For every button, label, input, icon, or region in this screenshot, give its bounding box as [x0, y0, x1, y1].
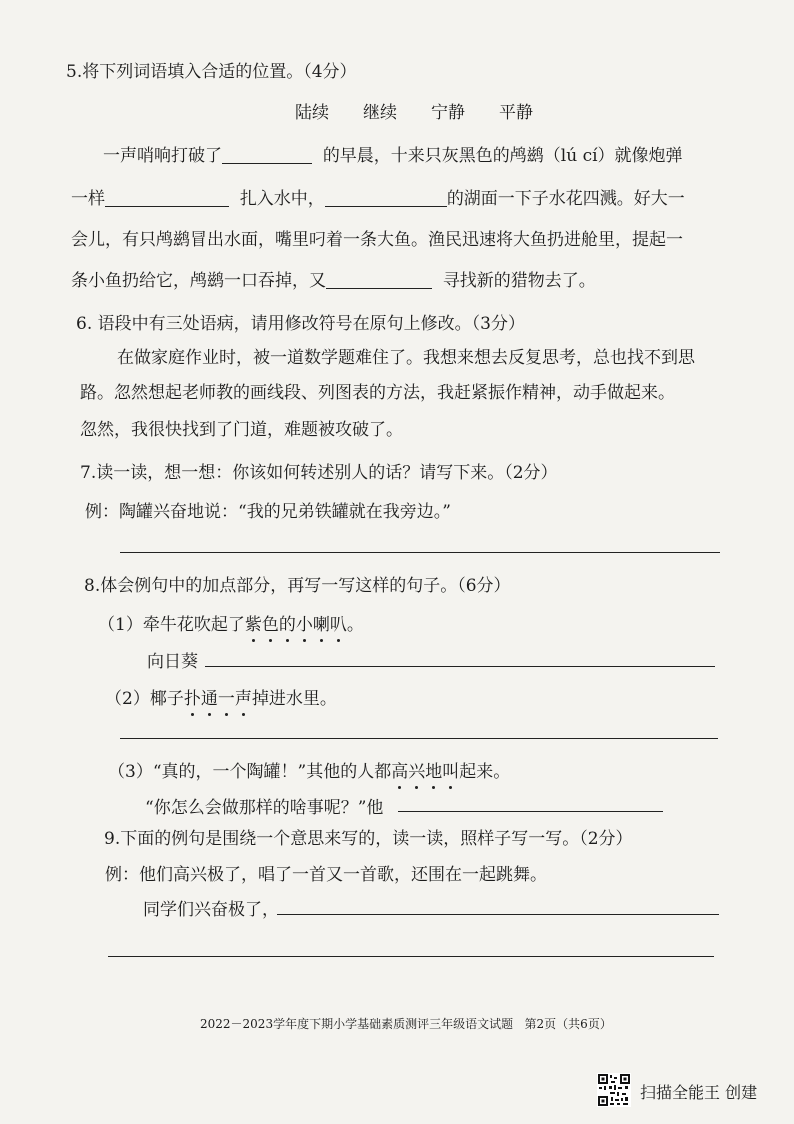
q7-example: 例：陶罐兴奋地说：“我的兄弟铁罐就在我旁边。” — [85, 502, 451, 522]
q8-s3-end: 起来。 — [459, 762, 511, 782]
q8-s1-dotted-char: 小 — [295, 615, 313, 635]
q5-line-4-text-a: 条小鱼扔给它，鸬鹚一口吞掉，又 — [71, 271, 326, 291]
q8-s3-answer-line[interactable] — [398, 811, 663, 812]
q5-line-2-text-b: 扎入水中， — [239, 189, 325, 209]
q5-word-4: 平静 — [499, 103, 533, 123]
q8-s3-dotted-char: 地 — [425, 762, 443, 782]
q8-s1-dotted-char: 的 — [278, 615, 296, 635]
q8-s2-dotted-char: 通 — [200, 689, 218, 709]
q9-title: 9.下面的例句是围绕一个意思来写的，读一读，照样子写一写。（2分） — [104, 829, 633, 849]
q8-sentence-3 — [108, 760, 510, 784]
q5-line-1-text-a: 一声哨响打破了 — [103, 146, 222, 166]
q8-s1-dotted-char: 色 — [261, 615, 279, 635]
q8-s3-dotted-char: 兴 — [408, 762, 426, 782]
q9-prompt: 同学们兴奋极了， — [143, 900, 279, 920]
q8-s3-text: （3）“真的，一个陶罐！”其他的人都 — [108, 762, 392, 782]
q8-s2-text: （2）椰子 — [105, 689, 184, 709]
q8-s1-dotted-char: 紫 — [244, 615, 262, 635]
q5-line-1-text-b: 的早晨，十来只灰黑色的鸬鹚（lú cí）就像炮弹 — [322, 146, 683, 166]
q6-title: 6. 语段中有三处语病，请用修改符号在原句上修改。（3分） — [76, 314, 525, 334]
q5-word-bank — [295, 101, 567, 125]
q5-blank-4[interactable] — [326, 270, 432, 289]
q8-s2-answer-line[interactable] — [120, 738, 718, 739]
q6-line-2: 路。忽然想起老师教的画线段、列图表的方法，我赶紧振作精神，动手做起来。 — [80, 383, 675, 403]
q8-s1-dotted-char: 喇 — [312, 615, 330, 635]
q5-line-2 — [71, 187, 685, 211]
q8-s1-answer-line[interactable] — [205, 666, 715, 667]
q9-answer-line-2[interactable] — [108, 956, 714, 957]
qr-code-icon — [597, 1073, 631, 1107]
scanner-watermark: 扫描全能王 创建 — [640, 1083, 758, 1102]
q8-s1-text: （1）牵牛花吹起了 — [98, 615, 245, 635]
q5-word-1: 陆续 — [295, 103, 329, 123]
footer-page-number: 第2页（共6页） — [524, 1017, 612, 1031]
q5-blank-3[interactable] — [325, 188, 447, 207]
q8-s1-prompt: 向日葵 — [147, 652, 198, 672]
q6-line-1: 在做家庭作业时，被一道数学题难住了。我想来想去反复思考，总也找不到思 — [117, 348, 695, 368]
q8-sentence-1 — [98, 613, 364, 637]
q8-s2-dotted-char: 扑 — [183, 689, 201, 709]
q8-title: 8.体会例句中的加点部分，再写一写这样的句子。（6分） — [84, 576, 511, 596]
q9-example: 例：他们高兴极了，唱了一首又一首歌，还围在一起跳舞。 — [105, 865, 547, 885]
q7-answer-line[interactable] — [120, 552, 720, 553]
q5-word-3: 宁静 — [431, 103, 465, 123]
q8-s1-dotted-char: 叭 — [329, 615, 347, 635]
q9-answer-line-1[interactable] — [277, 914, 719, 915]
q5-line-4 — [71, 269, 596, 293]
q5-line-4-text-b: 寻找新的猎物去了。 — [442, 271, 596, 291]
q8-s3-dotted-char: 叫 — [442, 762, 460, 782]
q5-blank-2[interactable] — [105, 188, 229, 207]
q5-line-1 — [103, 144, 683, 168]
q8-sentence-2 — [105, 687, 337, 711]
q8-s2-end: 掉进水里。 — [251, 689, 337, 709]
q6-line-3: 忽然，我很快找到了门道，难题被攻破了。 — [80, 420, 403, 440]
q5-title: 5.将下列词语填入合适的位置。（4分） — [66, 62, 357, 82]
q5-line-2-text-c: 的湖面一下子水花四溅。好大一 — [446, 189, 685, 209]
q5-blank-1[interactable] — [222, 145, 312, 164]
q5-word-2: 继续 — [363, 103, 397, 123]
q5-line-2-text-a: 一样 — [71, 189, 105, 209]
q8-s2-dotted-char: 一 — [217, 689, 235, 709]
q7-title: 7.读一读，想一想：你该如何转述别人的话？请写下来。（2分） — [80, 463, 558, 483]
q8-s1-end: 。 — [346, 615, 364, 635]
q8-s2-dotted-char: 声 — [234, 689, 252, 709]
footer-title: 2022－2023学年度下期小学基础素质测评三年级语文试题 — [200, 1017, 514, 1031]
q5-line-3: 会儿，有只鸬鹚冒出水面，嘴里叼着一条大鱼。渔民迅速将大鱼扔进舱里，提起一 — [71, 230, 683, 250]
q8-s3-dotted-char: 高 — [391, 762, 409, 782]
page-footer — [200, 1016, 612, 1032]
q8-s3-prompt: “你怎么会做那样的啥事呢？”他 — [145, 798, 384, 818]
